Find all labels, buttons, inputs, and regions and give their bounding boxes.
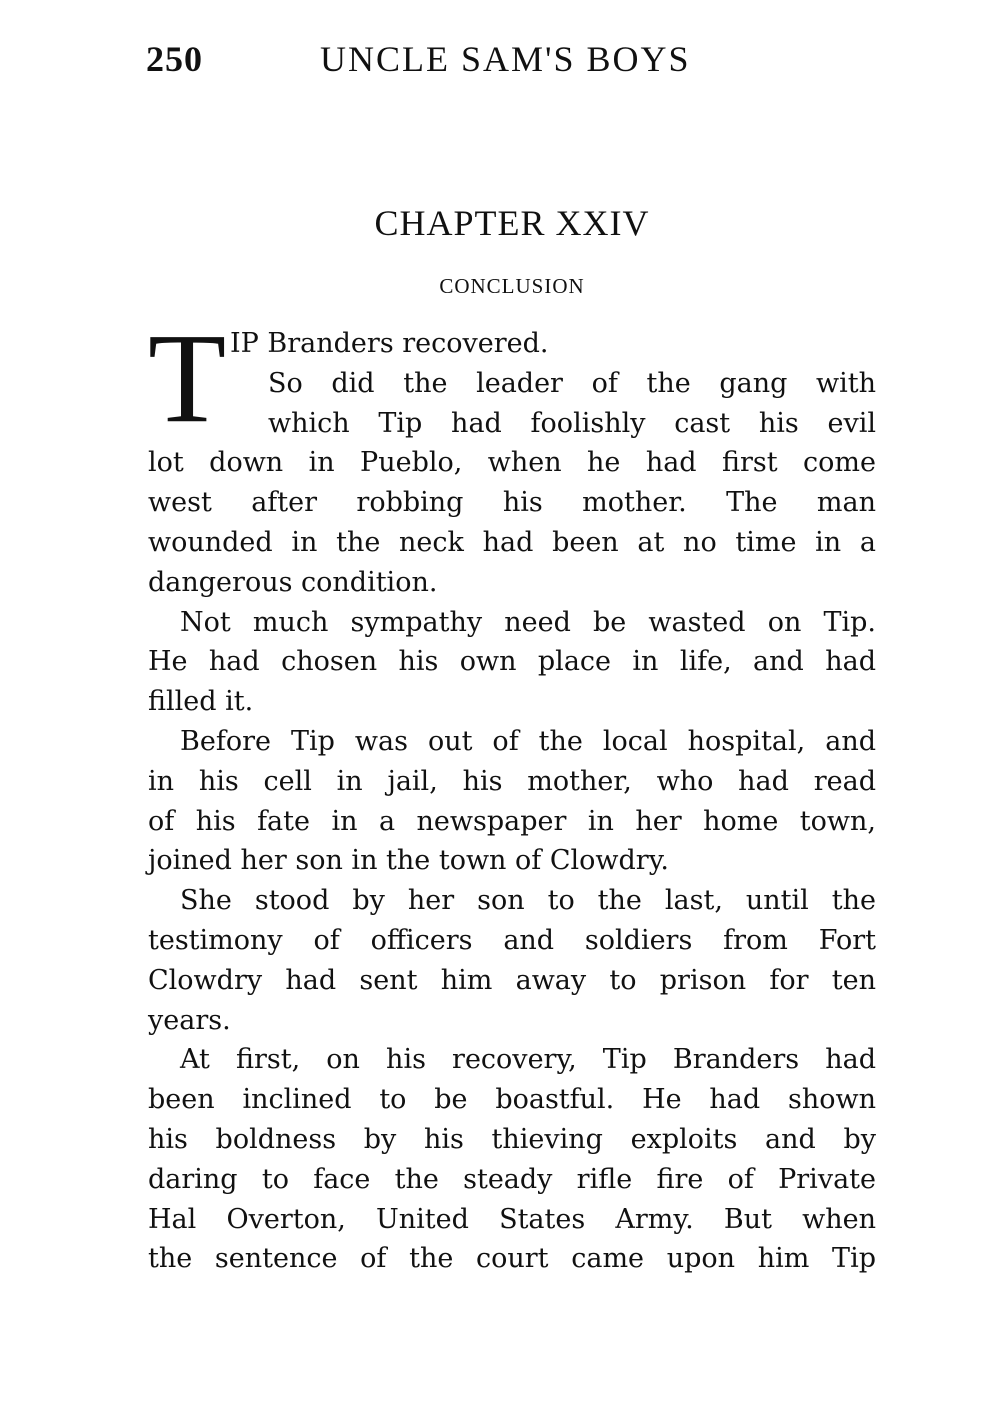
text-line: testimony of officers and soldiers from Fort [148,924,876,956]
text-line: IP Branders recovered. [230,328,549,359]
running-title: UNCLE SAM'S BOYS [320,39,691,79]
text-line: He had chosen his own place in life, and had [148,646,876,678]
text-line: daring to face the steady rifle fire of Private [148,1163,876,1195]
text-line: which Tip had foolishly cast his evil [268,407,876,439]
text-line: Clowdry had sent him away to prison for ten [148,964,876,996]
text-line: dangerous condition. [148,566,438,598]
chapter-heading: CHAPTER XXIV [374,203,650,243]
text-line: At first, on his recovery, Tip Branders had [180,1044,876,1076]
chapter-subtitle: CONCLUSION [439,274,585,298]
text-line: his boldness by his thieving exploits and by [148,1123,876,1155]
text-line: Before Tip was out of the local hospital, and [180,725,876,757]
text-line: been inclined to be boastful. He had shown [148,1084,876,1116]
text-line: in his cell in jail, his mother, who had read [148,765,876,797]
text-line: lot down in Pueblo, when he had first come [148,447,876,479]
chapter-body [148,307,876,1279]
drop-cap: T [148,307,227,449]
text-line: Not much sympathy need be wasted on Tip. [180,606,876,638]
text-line: the sentence of the court came upon him Tip [148,1243,876,1275]
text-line: west after robbing his mother. The man [148,487,876,519]
text-line: years. [148,1004,231,1036]
text-line: She stood by her son to the last, until the [180,885,876,917]
text-line: So did the leader of the gang with [268,367,876,399]
page-number: 250 [146,39,203,79]
text-line: filled it. [148,686,254,718]
text-line: Hal Overton, United States Army. But when [148,1203,876,1235]
text-line: wounded in the neck had been at no time in a [148,526,876,558]
text-line: of his fate in a newspaper in her home town, [148,805,876,837]
running-head [146,38,876,88]
text-line: joined her son in the town of Clowdry. [148,845,669,877]
